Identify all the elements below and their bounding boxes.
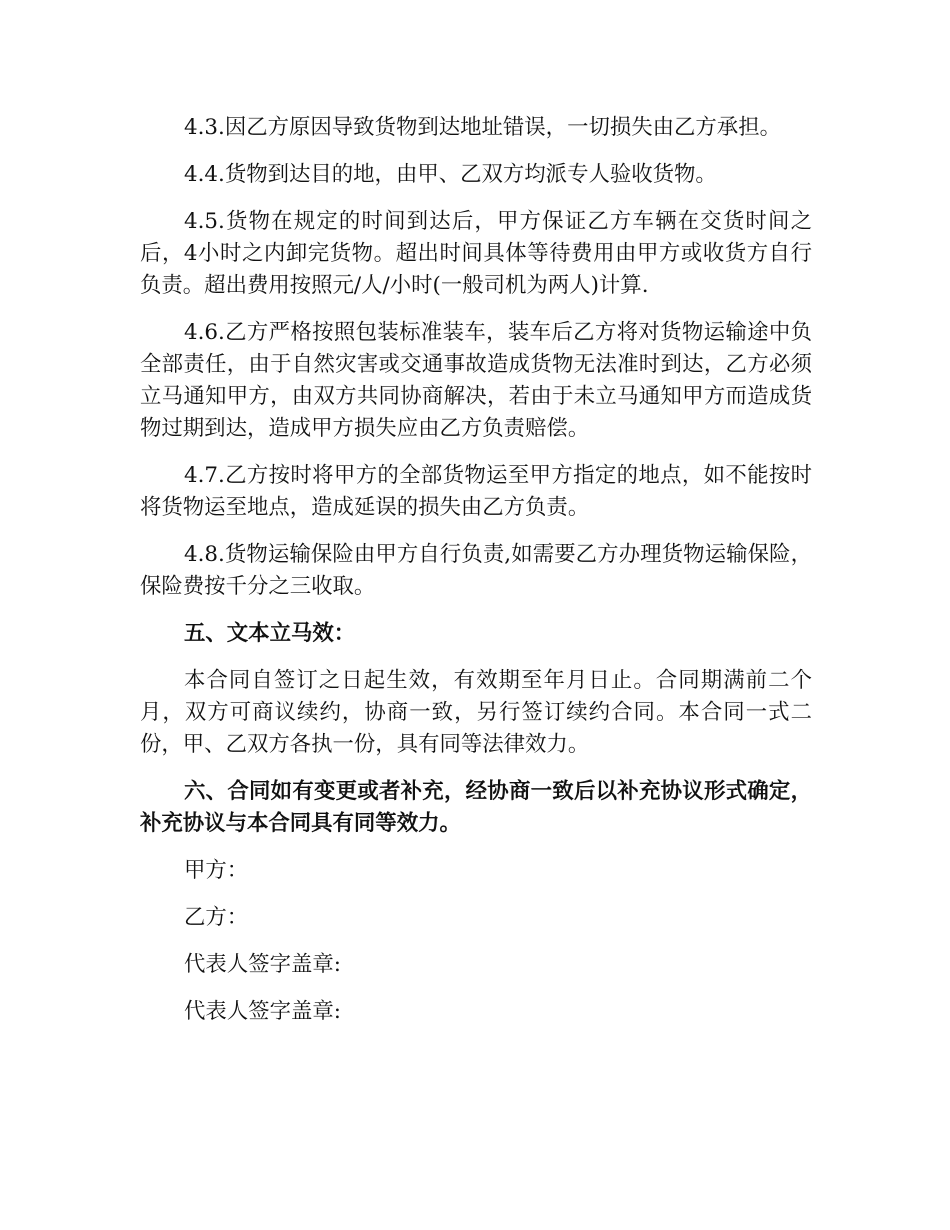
section-6-heading: 六、合同如有变更或者补充，经协商一致后以补充协议形式确定，补充协议与本合同具有同等效力。 [140,779,812,836]
clause-4-5: 4.5.货物在规定的时间到达后，甲方保证乙方车辆在交货时间之后，4小时之内卸完货物。超出时间具体等待费用由甲方或收货方自行负责。超出费用按照元/人/小时(一般司机为两人)计算. [140,209,812,298]
clause-4-3: 4.3.因乙方原因导致货物到达地址错误，一切损失由乙方承担。 [184,115,781,140]
representative-b-signature-label: 代表人签字盖章: [184,999,341,1024]
contract-page [140,112,812,1043]
section-5-text: 本合同自签订之日起生效，有效期至年月日止。合同期满前二个月，双方可商议续约，协商一致，另行签订续约合同。本合同一式二份，甲、乙双方各执一份，具有同等法律效力。 [140,668,812,757]
party-b-label: 乙方： [184,905,249,930]
representative-a-signature-label: 代表人签字盖章: [184,952,341,977]
clause-4-7: 4.7.乙方按时将甲方的全部货物运至甲方指定的地点，如不能按时将货物运至地点，造成延误的损失由乙方负责。 [140,463,812,520]
clause-4-6: 4.6.乙方严格按照包装标准装车，装车后乙方将对货物运输途中负全部责任，由于自然灾害或交通事故造成货物无法准时到达，乙方必须立马通知甲方，由双方共同协商解决，若由于未立马通知甲方而造成货物过期到达，造成甲方损失应由乙方负责赔偿。 [140,320,812,441]
clause-4-4: 4.4.货物到达目的地，由甲、乙双方均派专人验收货物。 [184,162,717,187]
section-5-heading: 五、文本立马效： [184,621,356,646]
clause-4-8: 4.8.货物运输保险由甲方自行负责,如需要乙方办理货物运输保险，保险费按千分之三收取。 [140,542,812,599]
party-a-label: 甲方： [184,858,249,883]
